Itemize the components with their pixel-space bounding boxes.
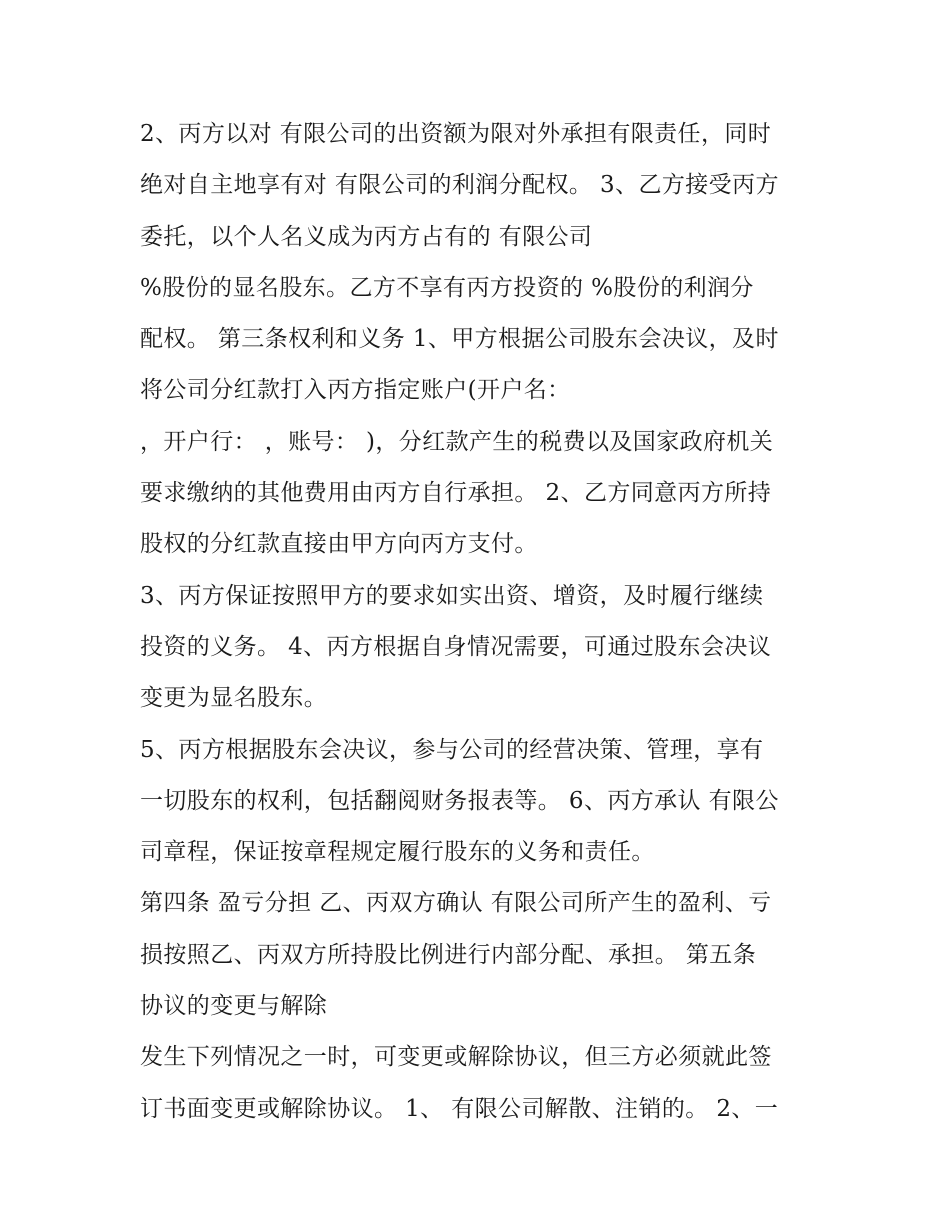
text-line: 5、丙方根据股东会决议，参与公司的经营决策、管理，享有: [140, 736, 764, 763]
text-line: 投资的义务。 4、丙方根据自身情况需要，可通过股东会决议: [140, 633, 772, 660]
text-line: 损按照乙、丙双方所持股比例进行内部分配、承担。 第五条: [140, 941, 757, 968]
text-line: 委托，以个人名义成为丙方占有的 有限公司: [140, 223, 593, 250]
text-line: 绝对自主地享有对 有限公司的利润分配权。 3、乙方接受丙方: [140, 172, 779, 199]
text-line: 订书面变更或解除协议。 1、 有限公司解散、注销的。 2、一: [140, 1095, 779, 1122]
text-line: 股权的分红款直接由甲方向丙方支付。: [140, 531, 538, 558]
text-line: 配权。 第三条权利和义务 1、甲方根据公司股东会决议，及时: [140, 326, 779, 353]
text-line: ，开户行： ，账号： )，分红款产生的税费以及国家政府机关: [140, 428, 774, 455]
text-line: 3、丙方保证按照甲方的要求如实出资、增资，及时履行继续: [140, 582, 764, 609]
text-line: 要求缴纳的其他费用由丙方自行承担。 2、乙方同意丙方所持: [140, 480, 772, 507]
text-line: 2、丙方以对 有限公司的出资额为限对外承担有限责任，同时: [140, 121, 772, 147]
text-line: 将公司分红款打入丙方指定账户(开户名：: [140, 377, 571, 404]
text-line: 第四条 盈亏分担 乙、丙双方确认 有限公司所产生的盈利、亏: [140, 890, 772, 917]
text-line: 一切股东的权利，包括翻阅财务报表等。 6、丙方承认 有限公: [140, 787, 779, 814]
text-line: %股份的显名股东。乙方不享有丙方投资的 %股份的利润分: [140, 274, 754, 301]
document-body: [140, 109, 830, 1135]
text-line: 变更为显名股东。: [140, 685, 328, 712]
text-line: 司章程，保证按章程规定履行股东的义务和责任。: [140, 839, 655, 866]
text-line: 发生下列情况之一时，可变更或解除协议，但三方必须就此签: [140, 1044, 772, 1071]
text-line: 协议的变更与解除: [140, 993, 328, 1020]
